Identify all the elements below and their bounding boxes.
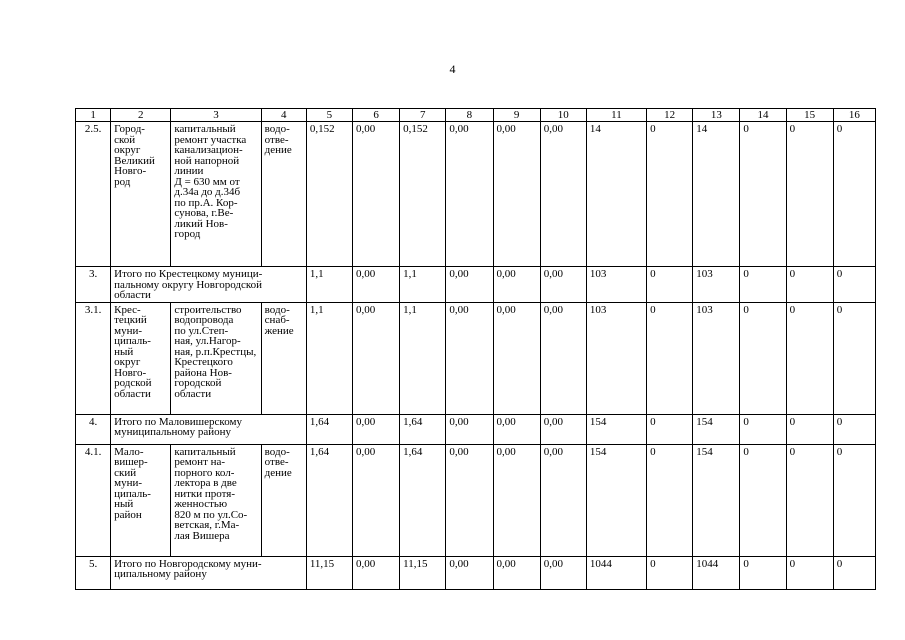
value-cell: 0,152 [400, 122, 446, 267]
total-row [76, 556, 876, 589]
value-cell: 0,00 [446, 122, 493, 267]
value-cell: 0 [740, 122, 786, 267]
row-number: 4.1. [76, 444, 111, 556]
value-cell: 0,00 [493, 444, 540, 556]
column-number: 7 [400, 109, 446, 122]
column-number: 8 [446, 109, 493, 122]
value-cell: 0 [786, 302, 833, 414]
sector-cell: водо- отве- дение [261, 122, 306, 267]
value-cell: 1044 [586, 556, 646, 589]
value-cell: 0,00 [353, 444, 400, 556]
value-cell: 0 [647, 122, 693, 267]
item-row [76, 302, 876, 414]
column-number: 2 [111, 109, 171, 122]
column-number: 12 [647, 109, 693, 122]
column-number: 10 [540, 109, 586, 122]
value-cell: 0,00 [353, 414, 400, 444]
value-cell: 1,1 [306, 302, 352, 414]
value-cell: 0,00 [493, 414, 540, 444]
value-cell: 0,00 [493, 122, 540, 267]
value-cell: 11,15 [306, 556, 352, 589]
object-cell: капитальный ремонт участка канализацион- ной напорной линии Д = 630 мм от д.34а до д.34б по пр.А. Кор- сунова, г.Ве- ликий Нов- город [171, 122, 261, 267]
column-number: 1 [76, 109, 111, 122]
value-cell: 0 [833, 122, 875, 267]
row-number: 5. [76, 556, 111, 589]
value-cell: 154 [693, 444, 740, 556]
value-cell: 0 [786, 556, 833, 589]
value-cell: 103 [586, 302, 646, 414]
value-cell: 1,64 [306, 444, 352, 556]
value-cell: 0,00 [540, 414, 586, 444]
value-cell: 0 [740, 556, 786, 589]
value-cell: 0,00 [353, 122, 400, 267]
value-cell: 0,00 [446, 267, 493, 303]
value-cell: 1,1 [306, 267, 352, 303]
value-cell: 0 [833, 302, 875, 414]
column-number: 5 [306, 109, 352, 122]
municipality-cell: Мало- вишер- ский муни- ципаль- ный район [111, 444, 171, 556]
value-cell: 154 [586, 444, 646, 556]
municipality-cell: Крес- тецкий муни- ципаль- ный округ Новго- родской области [111, 302, 171, 414]
value-cell: 11,15 [400, 556, 446, 589]
row-number: 3. [76, 267, 111, 303]
column-number-row [76, 109, 876, 122]
value-cell: 0 [647, 556, 693, 589]
value-cell: 154 [693, 414, 740, 444]
column-number: 15 [786, 109, 833, 122]
value-cell: 0,00 [446, 556, 493, 589]
value-cell: 0,00 [493, 556, 540, 589]
value-cell: 0 [647, 267, 693, 303]
value-cell: 14 [586, 122, 646, 267]
value-cell: 0 [786, 444, 833, 556]
municipality-cell: Город- ской округ Великий Новго- род [111, 122, 171, 267]
value-cell: 0 [786, 122, 833, 267]
column-number: 4 [261, 109, 306, 122]
financing-table [75, 108, 876, 590]
column-number: 6 [353, 109, 400, 122]
value-cell: 0 [647, 302, 693, 414]
value-cell: 1,64 [306, 414, 352, 444]
value-cell: 1,1 [400, 267, 446, 303]
value-cell: 103 [586, 267, 646, 303]
value-cell: 0,00 [353, 302, 400, 414]
value-cell: 1,1 [400, 302, 446, 414]
column-number: 3 [171, 109, 261, 122]
value-cell: 0,00 [446, 302, 493, 414]
object-cell: строительство водопровода по ул.Степ- ная, ул.Нагор- ная, р.п.Крестцы, Крестецкого района Нов- городской области [171, 302, 261, 414]
object-cell: капитальный ремонт на- порного кол- лектора в две нитки протя- женностью 820 м по ул.Со- ветская, г.Ма- лая Вишера [171, 444, 261, 556]
value-cell: 0,152 [306, 122, 352, 267]
column-number: 13 [693, 109, 740, 122]
total-label: Итого по Новгородскому муни- ципальному району [111, 556, 307, 589]
value-cell: 0 [647, 444, 693, 556]
total-row [76, 414, 876, 444]
value-cell: 154 [586, 414, 646, 444]
value-cell: 0 [786, 267, 833, 303]
value-cell: 1,64 [400, 414, 446, 444]
value-cell: 0,00 [446, 444, 493, 556]
value-cell: 1044 [693, 556, 740, 589]
column-number: 16 [833, 109, 875, 122]
item-row [76, 444, 876, 556]
row-number: 4. [76, 414, 111, 444]
value-cell: 0,00 [540, 556, 586, 589]
sector-cell: водо- снаб- жение [261, 302, 306, 414]
total-label: Итого по Маловишерскому муниципальному району [111, 414, 307, 444]
column-number: 14 [740, 109, 786, 122]
total-row [76, 267, 876, 303]
value-cell: 0 [647, 414, 693, 444]
column-number: 9 [493, 109, 540, 122]
value-cell: 0 [833, 556, 875, 589]
value-cell: 103 [693, 302, 740, 414]
sector-cell: водо- отве- дение [261, 444, 306, 556]
column-number: 11 [586, 109, 646, 122]
value-cell: 0 [740, 302, 786, 414]
value-cell: 1,64 [400, 444, 446, 556]
value-cell: 0 [740, 444, 786, 556]
value-cell: 0,00 [540, 444, 586, 556]
value-cell: 0,00 [353, 556, 400, 589]
value-cell: 0 [833, 414, 875, 444]
value-cell: 0,00 [493, 267, 540, 303]
value-cell: 0,00 [493, 302, 540, 414]
value-cell: 0,00 [446, 414, 493, 444]
value-cell: 0 [833, 444, 875, 556]
value-cell: 0,00 [540, 302, 586, 414]
value-cell: 0,00 [540, 122, 586, 267]
value-cell: 103 [693, 267, 740, 303]
value-cell: 0,00 [353, 267, 400, 303]
page-number: 4 [449, 62, 456, 76]
value-cell: 0,00 [540, 267, 586, 303]
value-cell: 0 [833, 267, 875, 303]
row-number: 3.1. [76, 302, 111, 414]
total-label: Итого по Крестецкому муници- пальному округу Новгородской области [111, 267, 307, 303]
value-cell: 0 [786, 414, 833, 444]
row-number: 2.5. [76, 122, 111, 267]
value-cell: 0 [740, 414, 786, 444]
item-row [76, 122, 876, 267]
value-cell: 0 [740, 267, 786, 303]
value-cell: 14 [693, 122, 740, 267]
